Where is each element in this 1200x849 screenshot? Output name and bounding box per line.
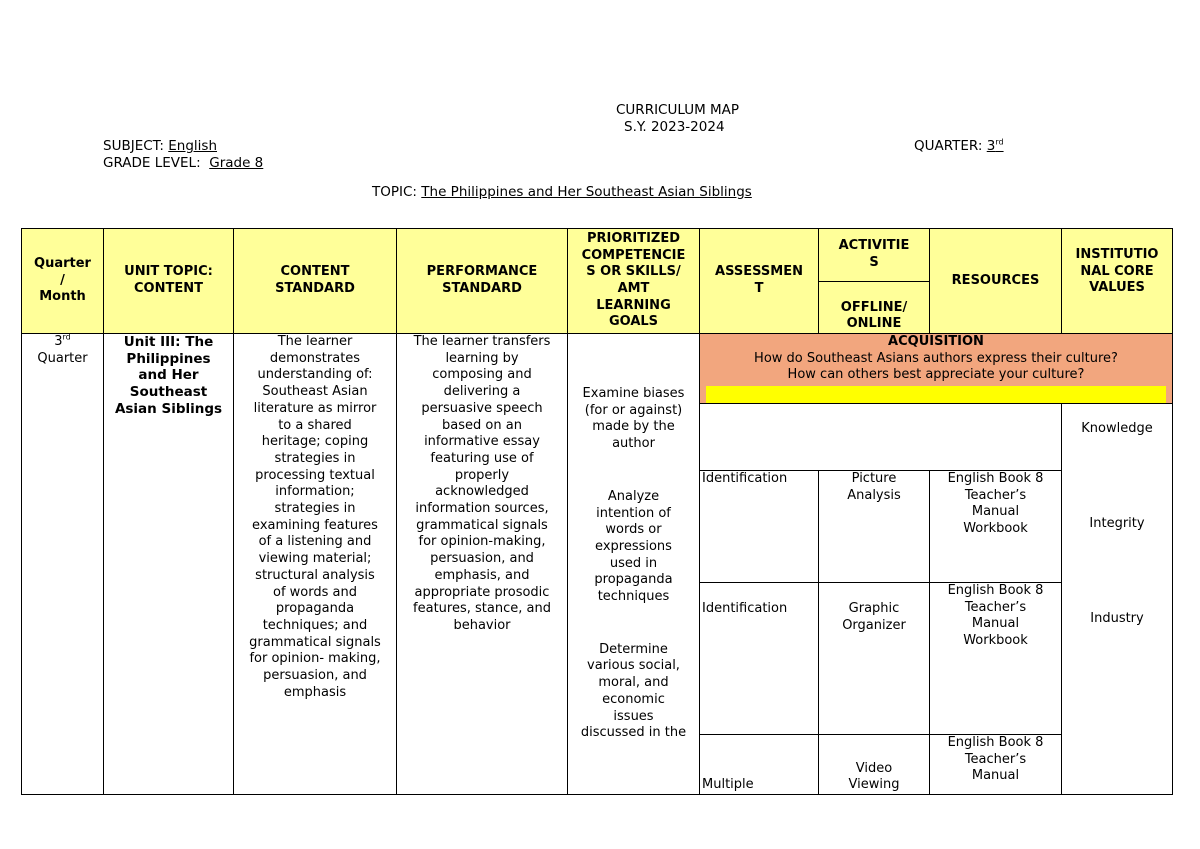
activity-cell-2: Graphic Organizer [819, 583, 930, 735]
quarter-value: 3rd [986, 137, 1004, 154]
assessment-cell-3: Multiple [700, 735, 819, 795]
grade-line [103, 155, 263, 172]
highlight-bar [706, 386, 1166, 403]
subject-line [103, 138, 217, 155]
quarter-label: QUARTER: [914, 138, 983, 154]
col-values: INSTITUTIO NAL CORE VALUES [1062, 229, 1173, 334]
assessment-cell-1: Identification [700, 471, 819, 583]
acquisition-cell [700, 334, 1173, 404]
subject-label: SUBJECT: [103, 138, 164, 154]
unit-cell: Unit III: The Philippines and Her Southeast Asian Siblings [104, 334, 234, 795]
school-year: S.Y. 2023-2024 [624, 119, 725, 135]
col-quarter: Quarter / Month [22, 229, 104, 334]
subject-value: English [168, 138, 218, 154]
topic-label: TOPIC: [372, 184, 417, 200]
values-cell [1062, 404, 1173, 795]
content-standard-cell: The learner demonstrates understanding of: Southeast Asian literature as mirror to a shared heritage; coping strategies in processing textual information; strategies in examining features of a listening and viewing material; structural analysis of words and propaganda techniques; and grammatical signals for opinion- making, persuasion, and emphasis [234, 334, 397, 795]
activity-cell-3: Video Viewing [819, 735, 930, 795]
doc-title: CURRICULUM MAP [616, 102, 740, 118]
assessment-cell-2: Identification [700, 583, 819, 735]
col-activities: ACTIVITIE S [819, 229, 930, 282]
quarter-cell: 3rd Quarter [22, 334, 104, 795]
quarter-line [914, 138, 1004, 155]
value-knowledge: Knowledge [1081, 421, 1153, 437]
acquisition-question-1: How do Southeast Asians authors express their culture? [754, 350, 1118, 366]
topic-line [372, 184, 752, 201]
performance-standard-cell: The learner transfers learning by composing and delivering a persuasive speech based on an informative essay featuring use of properly acknowledged information sources, grammatical signals for opinion-making, persuasion, and emphasis, and appropriate prosodic features, stance, and behavior [397, 334, 568, 795]
value-industry: Industry [1090, 611, 1144, 627]
resources-cell-1: English Book 8 Teacher’s Manual Workbook [930, 471, 1062, 583]
topic-value: The Philippines and Her Southeast Asian Siblings [421, 184, 752, 200]
resources-cell-2: English Book 8 Teacher’s Manual Workbook [930, 583, 1062, 735]
col-unit-topic: UNIT TOPIC: CONTENT [104, 229, 234, 334]
col-resources: RESOURCES [930, 229, 1062, 334]
col-performance-standard: PERFORMANCE STANDARD [397, 229, 568, 334]
curriculum-table [21, 228, 1173, 795]
grade-label: GRADE LEVEL: [103, 155, 201, 171]
resources-cell-3: English Book 8 Teacher’s Manual [930, 735, 1062, 795]
spacer-row [700, 404, 1062, 471]
acquisition-title: ACQUISITION [888, 334, 984, 349]
col-assessment: ASSESSMEN T [700, 229, 819, 334]
activity-cell-1: Picture Analysis [819, 471, 930, 583]
col-offline-online: OFFLINE/ ONLINE [819, 282, 930, 334]
acquisition-question-2: How can others best appreciate your culture? [787, 367, 1085, 383]
col-content-standard: CONTENT STANDARD [234, 229, 397, 334]
competencies-cell: Examine biases (for or against) made by the author Analyze intention of words or expressions used in propaganda techniques Determine various social, moral, and economic issues discussed in the [568, 334, 700, 795]
value-integrity: Integrity [1089, 516, 1145, 532]
col-competencies: PRIORITIZED COMPETENCIE S OR SKILLS/ AMT LEARNING GOALS [568, 229, 700, 334]
grade-value: Grade 8 [209, 155, 264, 171]
